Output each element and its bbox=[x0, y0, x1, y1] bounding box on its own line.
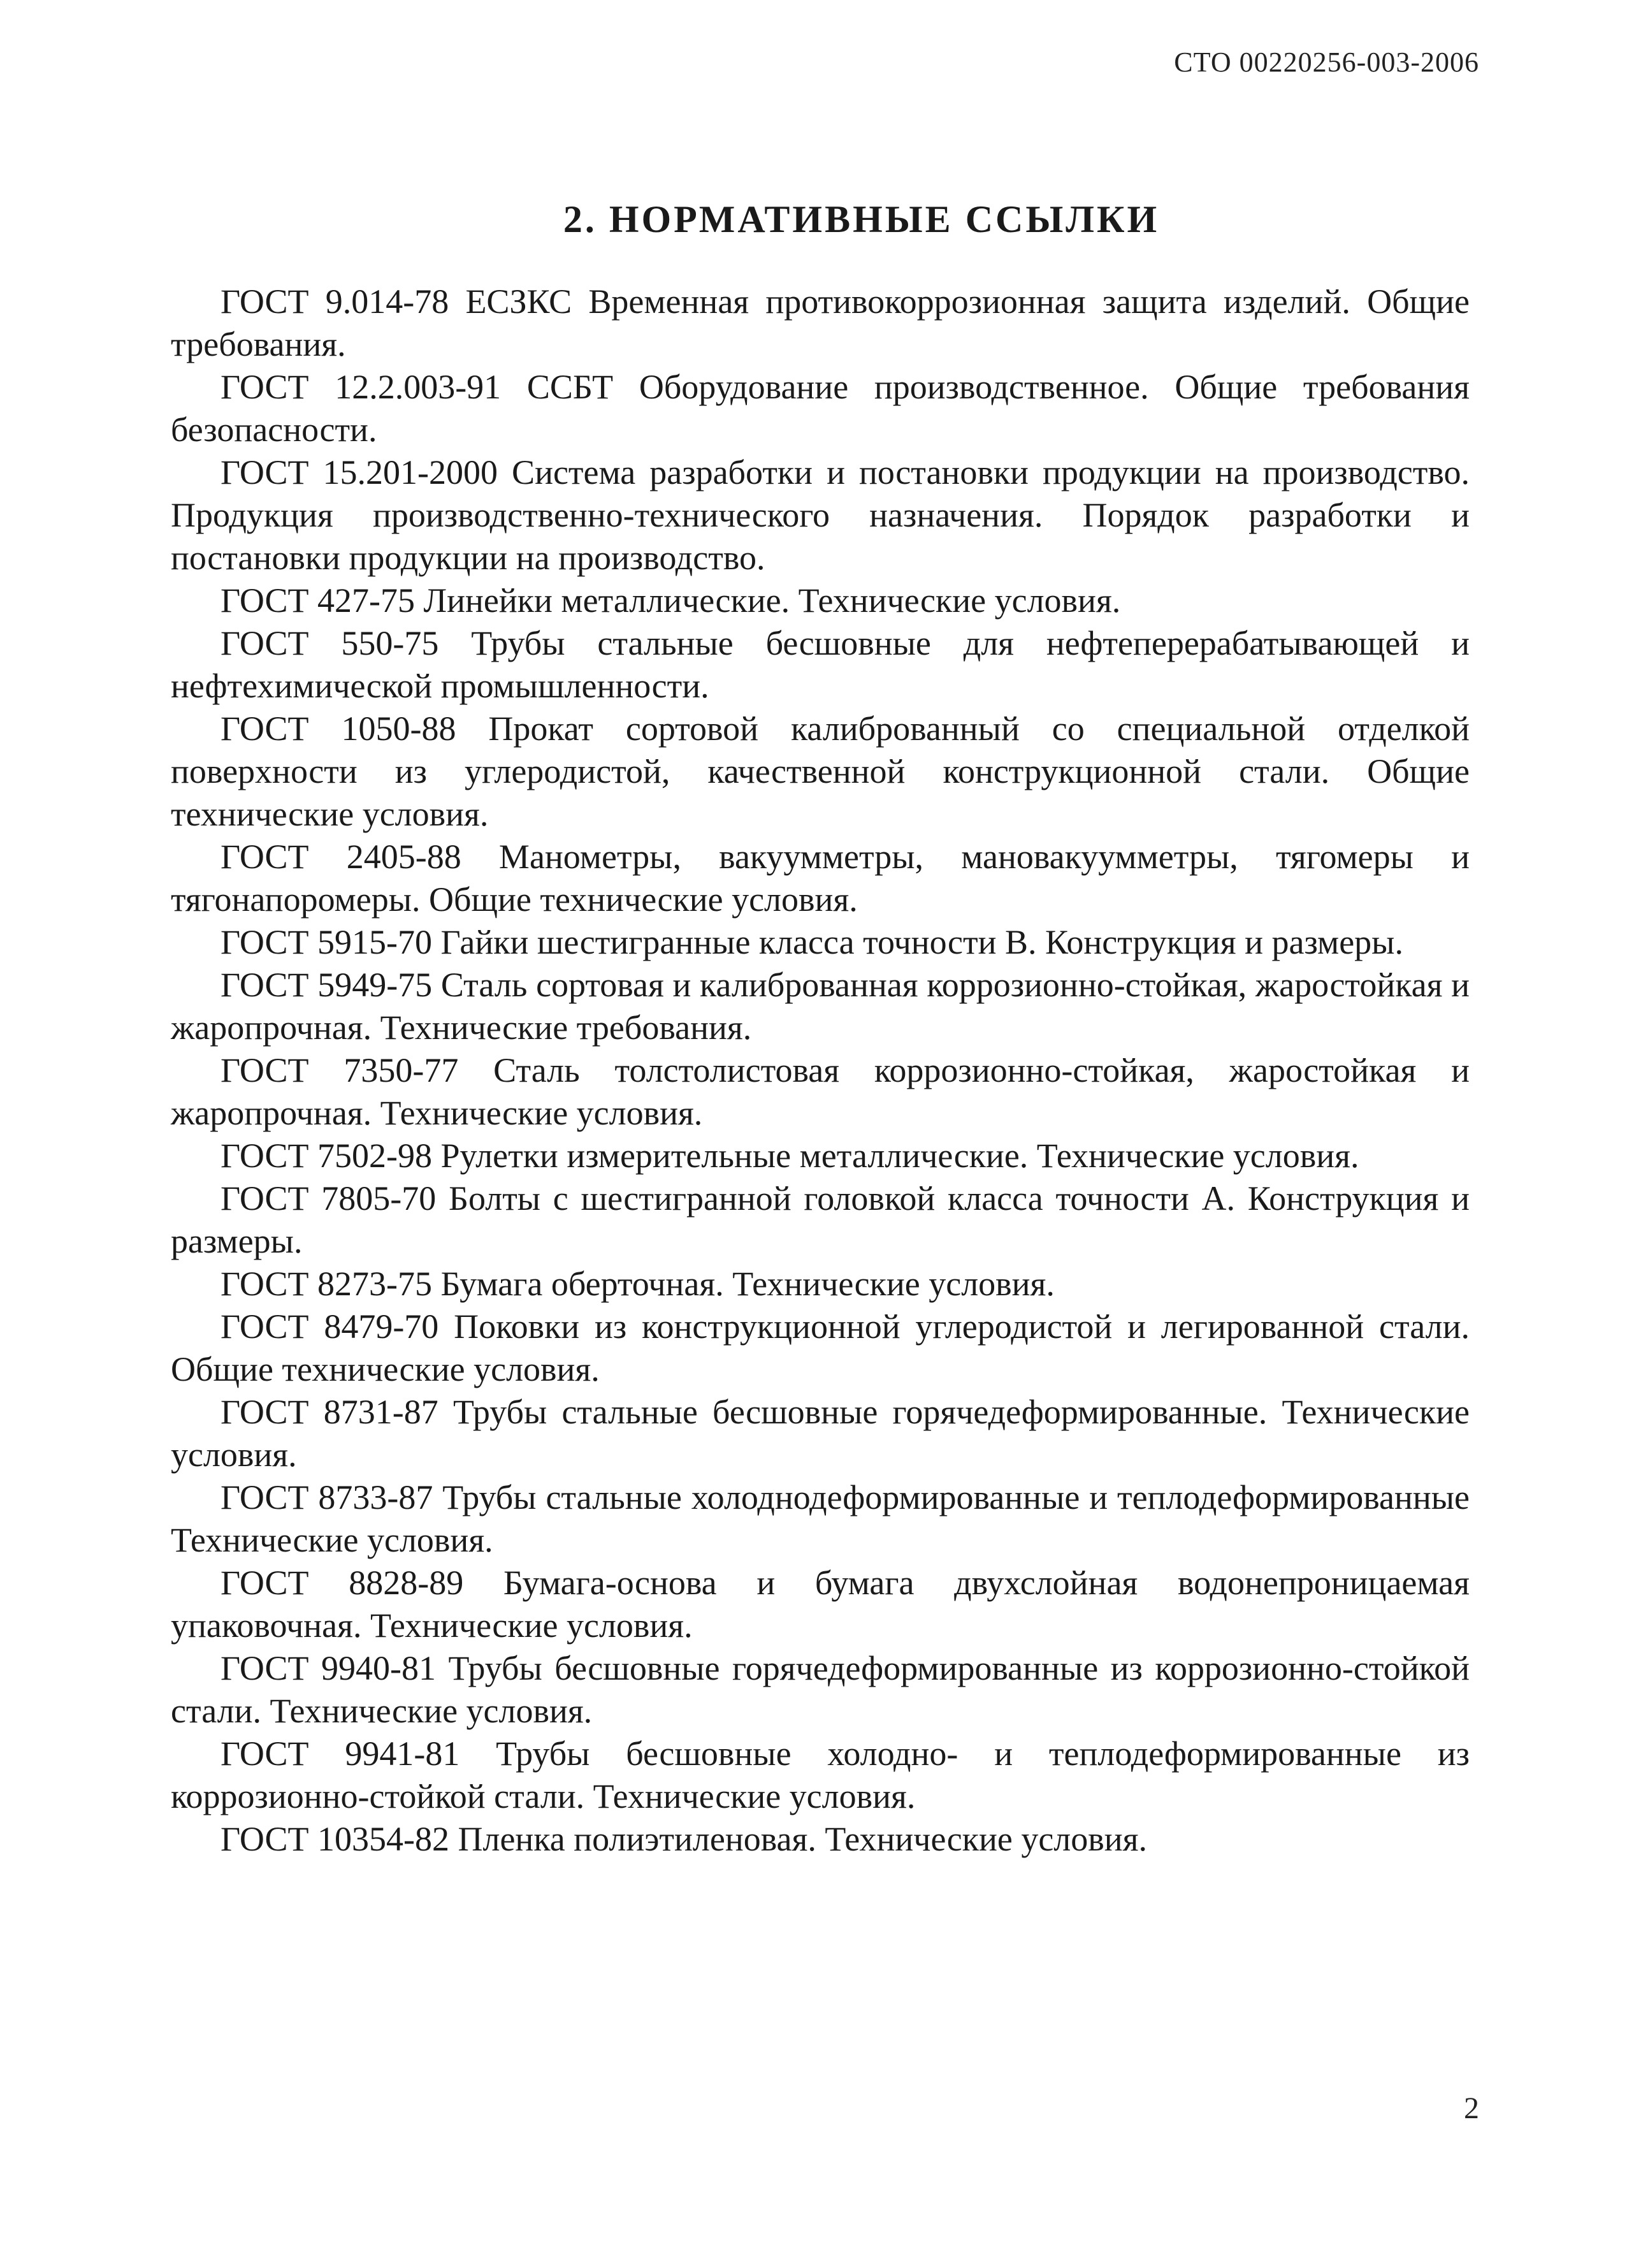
reference-entry: ГОСТ 1050-88 Прокат сортовой калиброванный со специальной отделкой поверхности из углеродистой, качественной конструкционной стали. Общие технические условия. bbox=[171, 709, 1470, 833]
reference-entry: ГОСТ 8733-87 Трубы стальные холоднодеформированные и теплодеформированные Технические условия. bbox=[171, 1478, 1470, 1559]
references-list bbox=[171, 280, 1470, 1861]
section-title: 2. НОРМАТИВНЫЕ ССЫЛКИ bbox=[563, 198, 1160, 240]
reference-entry: ГОСТ 5949-75 Сталь сортовая и калиброванная коррозионно-стойкая, жаростойкая и жаропрочная. Технические требования. bbox=[171, 966, 1470, 1047]
reference-entry: ГОСТ 2405-88 Манометры, вакуумметры, мановакуумметры, тягомеры и тягонапоромеры. Общие технические условия. bbox=[171, 838, 1470, 919]
reference-entry: ГОСТ 15.201-2000 Система разработки и постановки продукции на производство. Продукция производственно-технического назначения. Порядок разработки и постановки продукции на производство. bbox=[171, 453, 1470, 577]
reference-entry: ГОСТ 8479-70 Поковки из конструкционной углеродистой и легированной стали. Общие технические условия. bbox=[171, 1307, 1470, 1388]
reference-entry: ГОСТ 10354-82 Пленка полиэтиленовая. Технические условия. bbox=[221, 1820, 1147, 1858]
reference-entry: ГОСТ 7350-77 Сталь толстолистовая коррозионно-стойкая, жаростойкая и жаропрочная. Технические условия. bbox=[171, 1051, 1470, 1132]
reference-entry: ГОСТ 9941-81 Трубы бесшовные холодно- и теплодеформированные из коррозионно-стойкой стали. Технические условия. bbox=[171, 1734, 1470, 1815]
reference-entry: ГОСТ 9940-81 Трубы бесшовные горячедеформированные из коррозионно-стойкой стали. Технические условия. bbox=[171, 1649, 1470, 1730]
reference-entry: ГОСТ 5915-70 Гайки шестигранные класса точности В. Конструкция и размеры. bbox=[221, 923, 1403, 961]
reference-entry: ГОСТ 12.2.003-91 ССБТ Оборудование производственное. Общие требования безопасности. bbox=[171, 368, 1470, 449]
reference-entry: ГОСТ 8273-75 Бумага оберточная. Технические условия. bbox=[221, 1265, 1055, 1303]
reference-entry: ГОСТ 8828-89 Бумага-основа и бумага двухслойная водонепроницаемая упаковочная. Технические условия. bbox=[171, 1564, 1470, 1645]
page-number: 2 bbox=[1464, 2091, 1479, 2125]
reference-entry: ГОСТ 9.014-78 ЕСЗКС Временная противокоррозионная защита изделий. Общие требования. bbox=[171, 282, 1470, 363]
reference-entry: ГОСТ 7502-98 Рулетки измерительные металлические. Технические условия. bbox=[221, 1137, 1359, 1175]
document-code: СТО 00220256-003-2006 bbox=[1174, 47, 1479, 78]
reference-entry: ГОСТ 427-75 Линейки металлические. Технические условия. bbox=[221, 581, 1121, 620]
reference-entry: ГОСТ 7805-70 Болты с шестигранной головкой класса точности А. Конструкция и размеры. bbox=[171, 1179, 1470, 1260]
reference-entry: ГОСТ 8731-87 Трубы стальные бесшовные горячедеформированные. Технические условия. bbox=[171, 1393, 1470, 1474]
reference-entry: ГОСТ 550-75 Трубы стальные бесшовные для нефтеперерабатывающей и нефтехимической промышленности. bbox=[171, 624, 1470, 705]
